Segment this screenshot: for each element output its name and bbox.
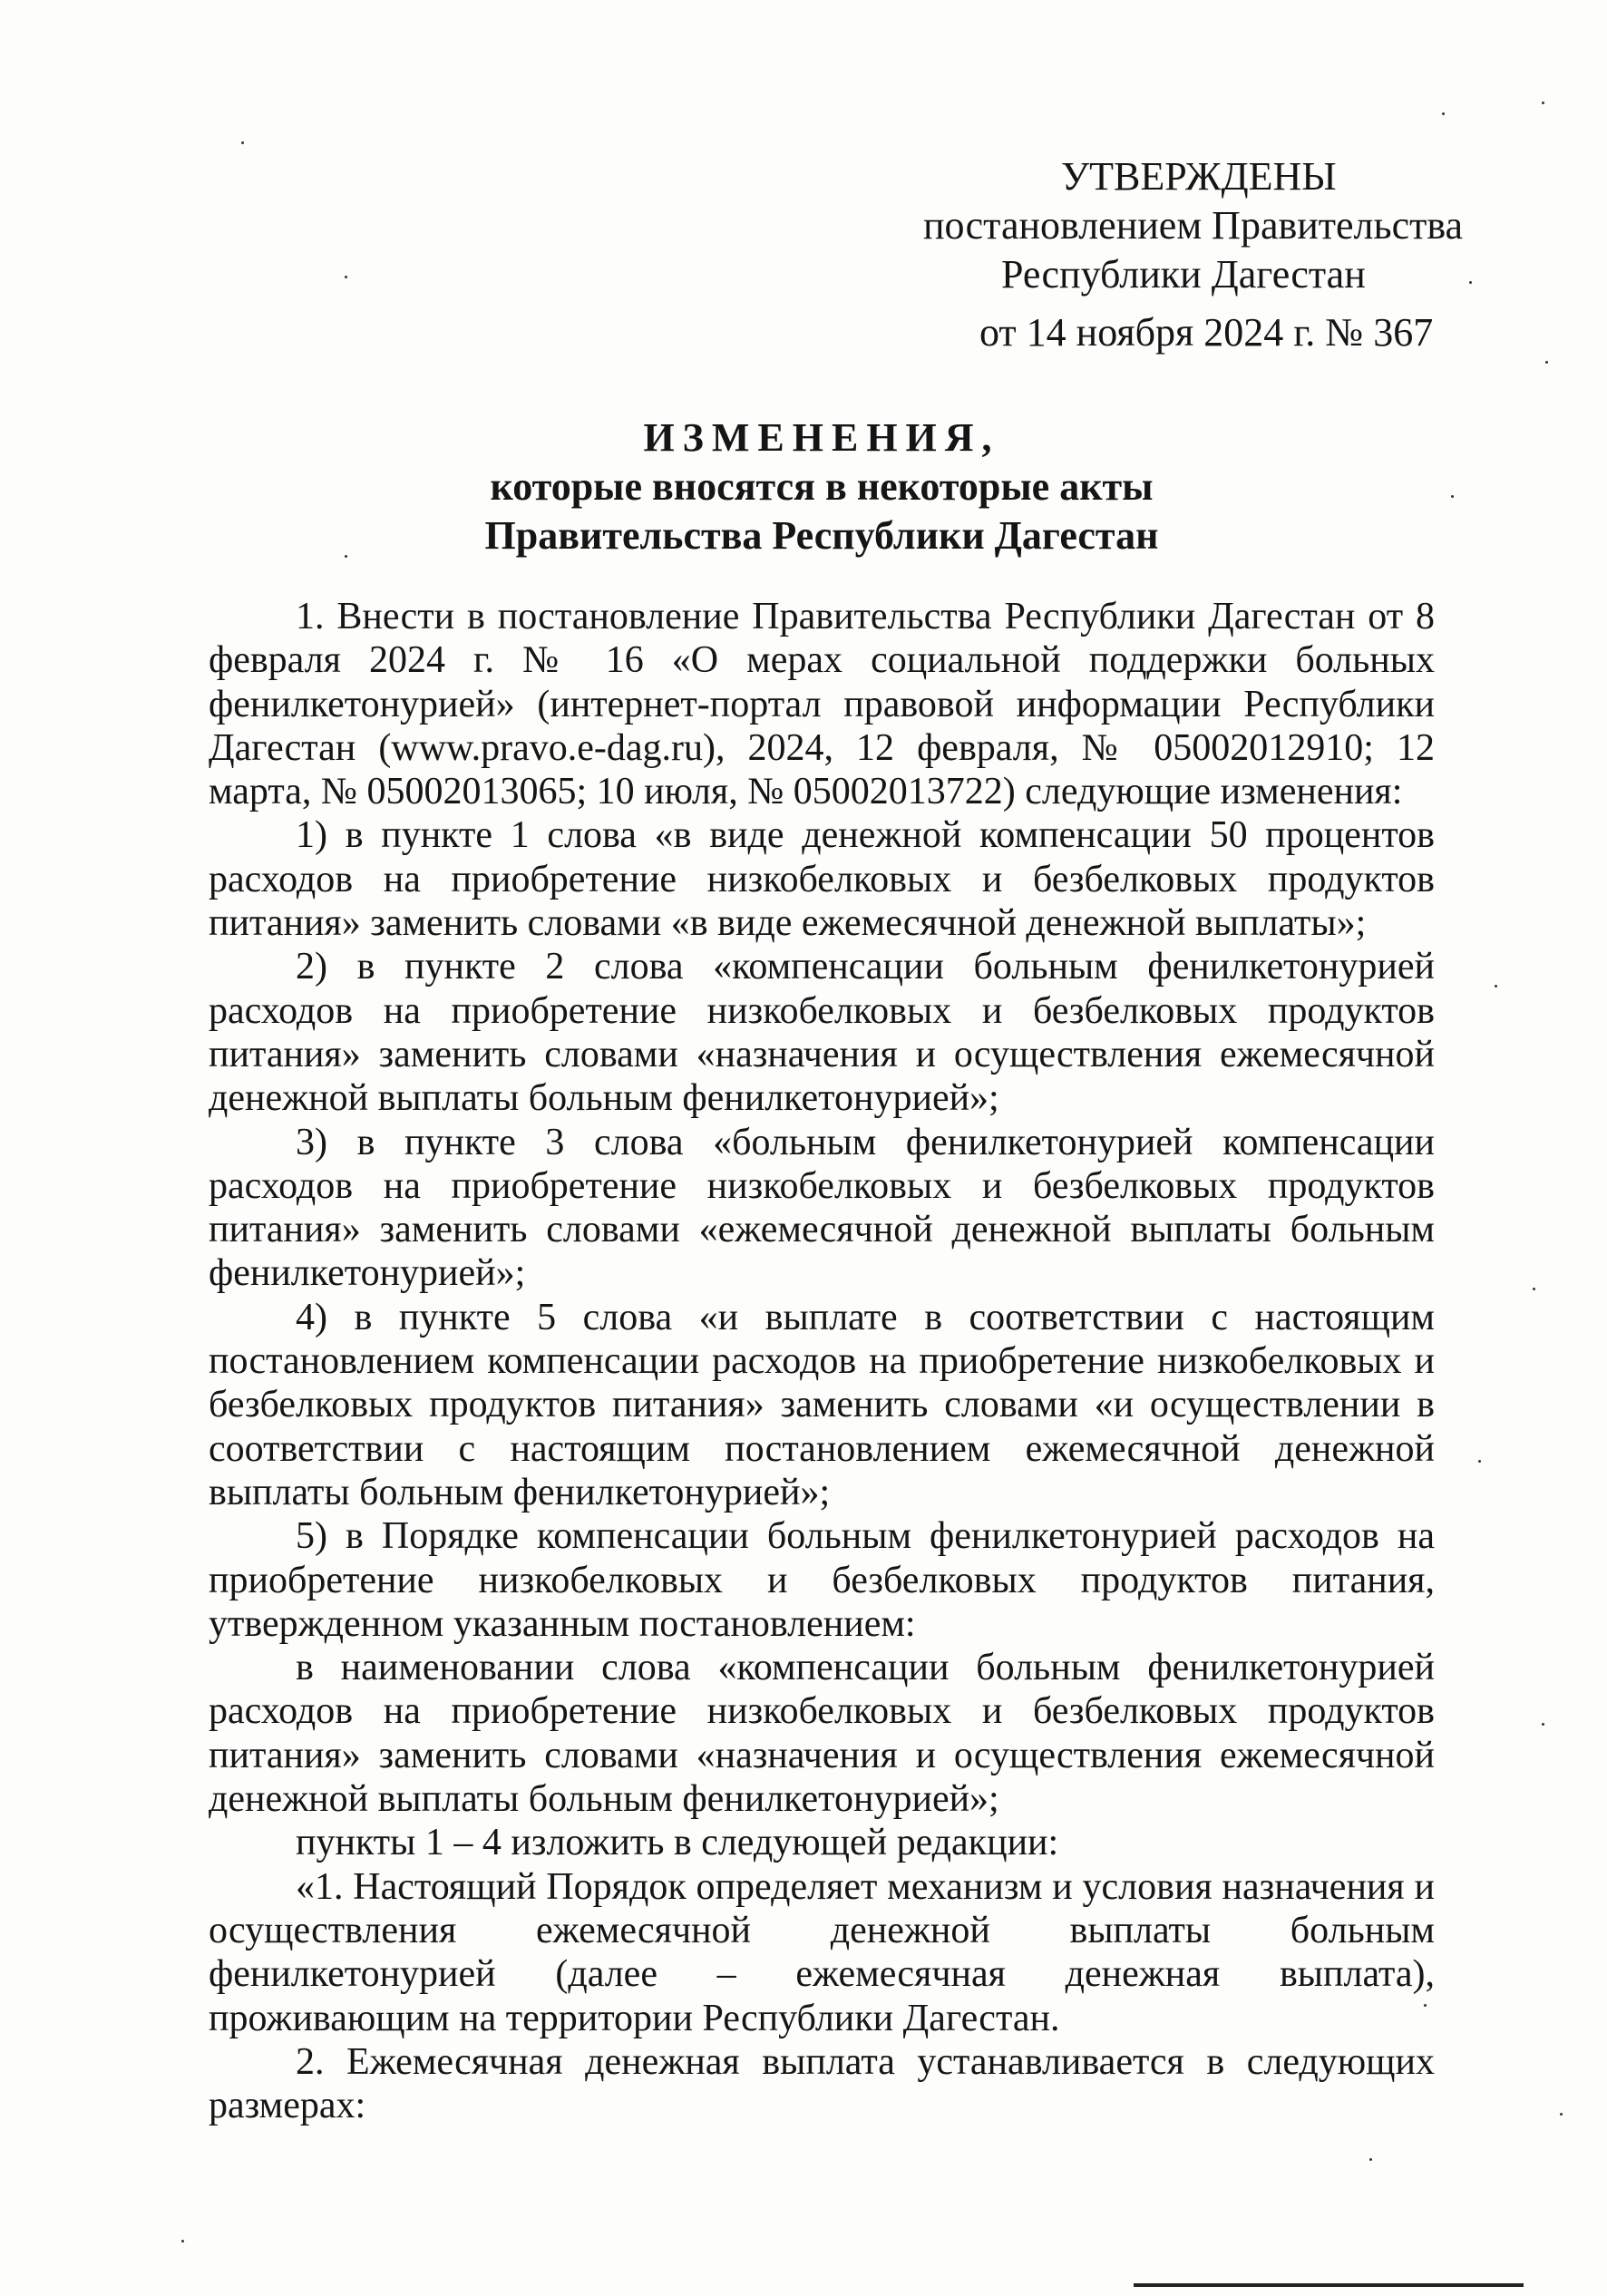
paragraph-quoted-point-2: 2. Ежемесячная денежная выплата устанавливается в следующих размерах: (209, 2040, 1435, 2127)
document-title (209, 413, 1435, 560)
paragraph-item-5: 5) в Порядке компенсации больным фенилкетонурией расходов на приобретение низкобелковых и безбелковых продуктов питания, утвержденном указанным постановлением: (209, 1515, 1435, 1645)
document-body (209, 595, 1435, 2127)
paragraph-1: 1. Внести в постановление Правительства Республики Дагестан от 8 февраля 2024 г. № 16 «О мерах социальной поддержки больных фенилкетонурией» (интернет-портал правовой информации Республики Дагестан (www.pravo.e-dag.ru), 2024, 12 февраля, № 05002012910; 12 марта, № 05002013065; 10 июля, № 05002013722) следующие изменения: (209, 596, 1435, 813)
paragraph-naming-change: в наименовании слова «компенсации больным фенилкетонурией расходов на приобретение низкобелковых и безбелковых продуктов питания» заменить словами «назначения и осуществления ежемесячной денежной выплаты больным фенилкетонурией»; (209, 1647, 1435, 1821)
scan-edge-mark (1134, 2283, 1524, 2287)
paragraph-item-2: 2) в пункте 2 слова «компенсации больным фенилкетонурией расходов на приобретение низкобелковых и безбелковых продуктов питания» заменить словами «назначения и осуществления ежемесячной денежной выплаты больным фенилкетонурией»; (209, 946, 1435, 1120)
paragraph-item-4: 4) в пункте 5 слова «и выплате в соответствии с настоящим постановлением компенсации расходов на приобретение низкобелковых и безбелковых продуктов питания» заменить словами «и осуществлении в соответствии с настоящим постановлением ежемесячной денежной выплаты больным фенилкетонурией»; (209, 1296, 1435, 1513)
paragraph-item-3: 3) в пункте 3 слова «больным фенилкетонурией компенсации расходов на приобретение низкобелковых и безбелковых продуктов питания» заменить словами «ежемесячной денежной выплаты больным фенилкетонурией»; (209, 1121, 1435, 1295)
paragraph-item-1: 1) в пункте 1 слова «в виде денежной компенсации 50 процентов расходов на приобретение низкобелковых и безбелковых продуктов питания» заменить словами «в виде ежемесячной денежной выплаты»; (209, 814, 1435, 945)
title-subtitle: которые вносятся в некоторые акты (490, 464, 1154, 509)
title-main: ИЗМЕНЕНИЯ, (643, 415, 1000, 460)
title-subtitle-2: Правительства Республики Дагестан (484, 513, 1159, 558)
approval-stamp (907, 152, 1469, 357)
approval-resolution: постановлением Правительства (923, 203, 1464, 248)
approval-date-number: от 14 ноября 2024 г. № 367 (979, 310, 1434, 355)
approval-heading: УТВЕРЖДЕНЫ (1061, 154, 1337, 199)
approval-authority: Республики Дагестан (1001, 252, 1366, 297)
paragraph-quoted-point-1: «1. Настоящий Порядок определяет механизм и условия назначения и осуществления ежемесячной денежной выплаты больным фенилкетонурией (далее – ежемесячная денежная выплата), проживающим на территории Республики Дагестан. (209, 1865, 1435, 2039)
paragraph-points-intro: пункты 1 – 4 изложить в следующей редакции: (296, 1822, 1059, 1864)
